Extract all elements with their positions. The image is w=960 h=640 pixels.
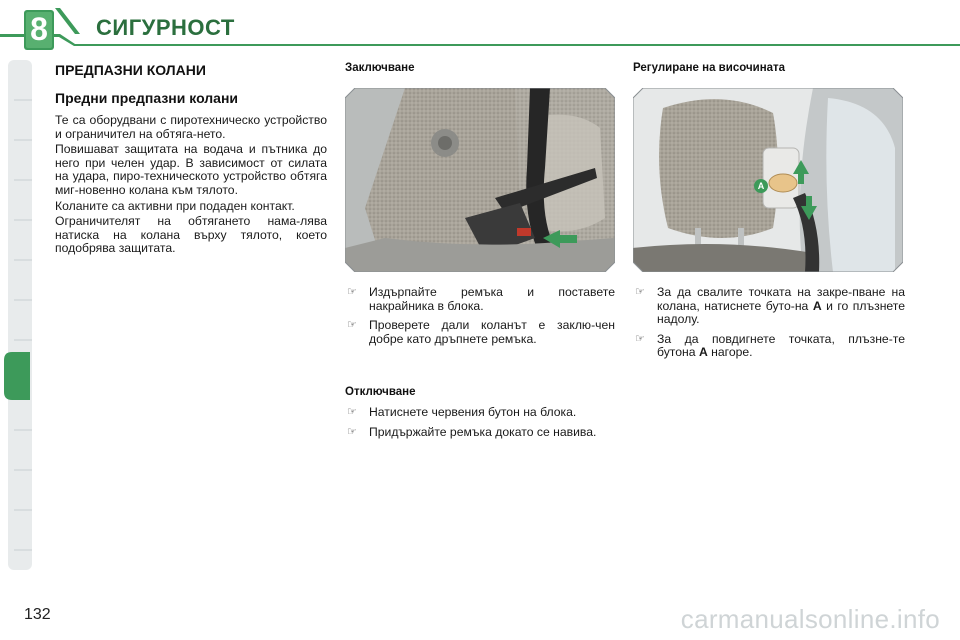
seat-belt-buckle-illustration	[345, 88, 615, 272]
locking-heading: Заключване	[345, 62, 415, 74]
watermark: carmanualsonline.info	[680, 604, 940, 634]
step-text: Натиснете червения бутон на блока.	[369, 405, 577, 420]
unlocking-heading: Отключване	[345, 386, 416, 399]
sub-title: Предни предпазни колани	[55, 90, 239, 106]
chapter-title: СИГУРНОСТ	[96, 15, 235, 40]
hand-pointer-icon: ☞	[347, 319, 357, 332]
locking-steps	[345, 286, 615, 346]
step-text: нагоре.	[711, 345, 753, 360]
list-item	[345, 286, 615, 313]
list-item	[633, 286, 905, 327]
seat-belt-height-adjust-illustration	[633, 88, 903, 272]
chapter-side-tabs[interactable]	[0, 60, 34, 580]
section-title: ПРЕДПАЗНИ КОЛАНИ	[55, 62, 206, 78]
step-text: Издърпайте ремъка и поставете накрайника в блока.	[369, 285, 615, 313]
buckle-image-icon	[345, 88, 615, 272]
button-a-label: A	[757, 181, 765, 191]
step-text: и го плъзнете надолу.	[657, 298, 906, 327]
right-column	[633, 62, 905, 366]
paragraph: Ограничителят на обтягането нама-лява натиска на колана върху тялото, което подобрява защитата.	[55, 214, 327, 256]
chapter-header	[0, 0, 960, 52]
chapter-number: 8	[30, 11, 48, 47]
left-column	[55, 62, 327, 258]
hand-pointer-icon: ☞	[347, 286, 357, 298]
button-a-reference: A	[812, 298, 822, 313]
hand-pointer-icon: ☞	[635, 286, 645, 298]
height-adjust-image-icon	[633, 88, 903, 272]
middle-column	[345, 62, 615, 446]
height-adjust-steps	[633, 286, 905, 360]
paragraph: Коланите са активни при подаден контакт.	[55, 198, 295, 213]
step-text: Придържайте ремъка докато се навива.	[369, 424, 597, 439]
unlocking-steps	[345, 406, 615, 439]
paragraph: Те са оборудвани с пиротехническо устройство и ограничител на обтяга-нето.	[55, 113, 327, 141]
list-item	[345, 426, 615, 440]
list-item	[345, 406, 615, 420]
height-adjust-heading: Регулиране на височината	[633, 62, 786, 74]
hand-pointer-icon: ☞	[635, 332, 645, 345]
step-text: За да свалите точката на закре-пване на колана, натиснете буто-на	[657, 285, 905, 313]
hand-pointer-icon: ☞	[347, 425, 357, 438]
step-text: Проверете дали коланът е заклю-чен добре като дръпнете ремъка.	[369, 318, 615, 346]
list-item	[633, 333, 905, 360]
list-item	[345, 319, 615, 346]
paragraph: Повишават защитата на водача и пътника до него при челен удар. В зависимост от силата на удара, пиро-техническото устройство обтяга миг-новенно колана към тялото.	[55, 142, 327, 197]
step-text: За да повдигнете точката, плъзне-те бутона	[657, 331, 905, 360]
button-a-reference: A	[698, 345, 708, 360]
hand-pointer-icon: ☞	[347, 406, 357, 419]
page-number: 132	[24, 606, 51, 623]
